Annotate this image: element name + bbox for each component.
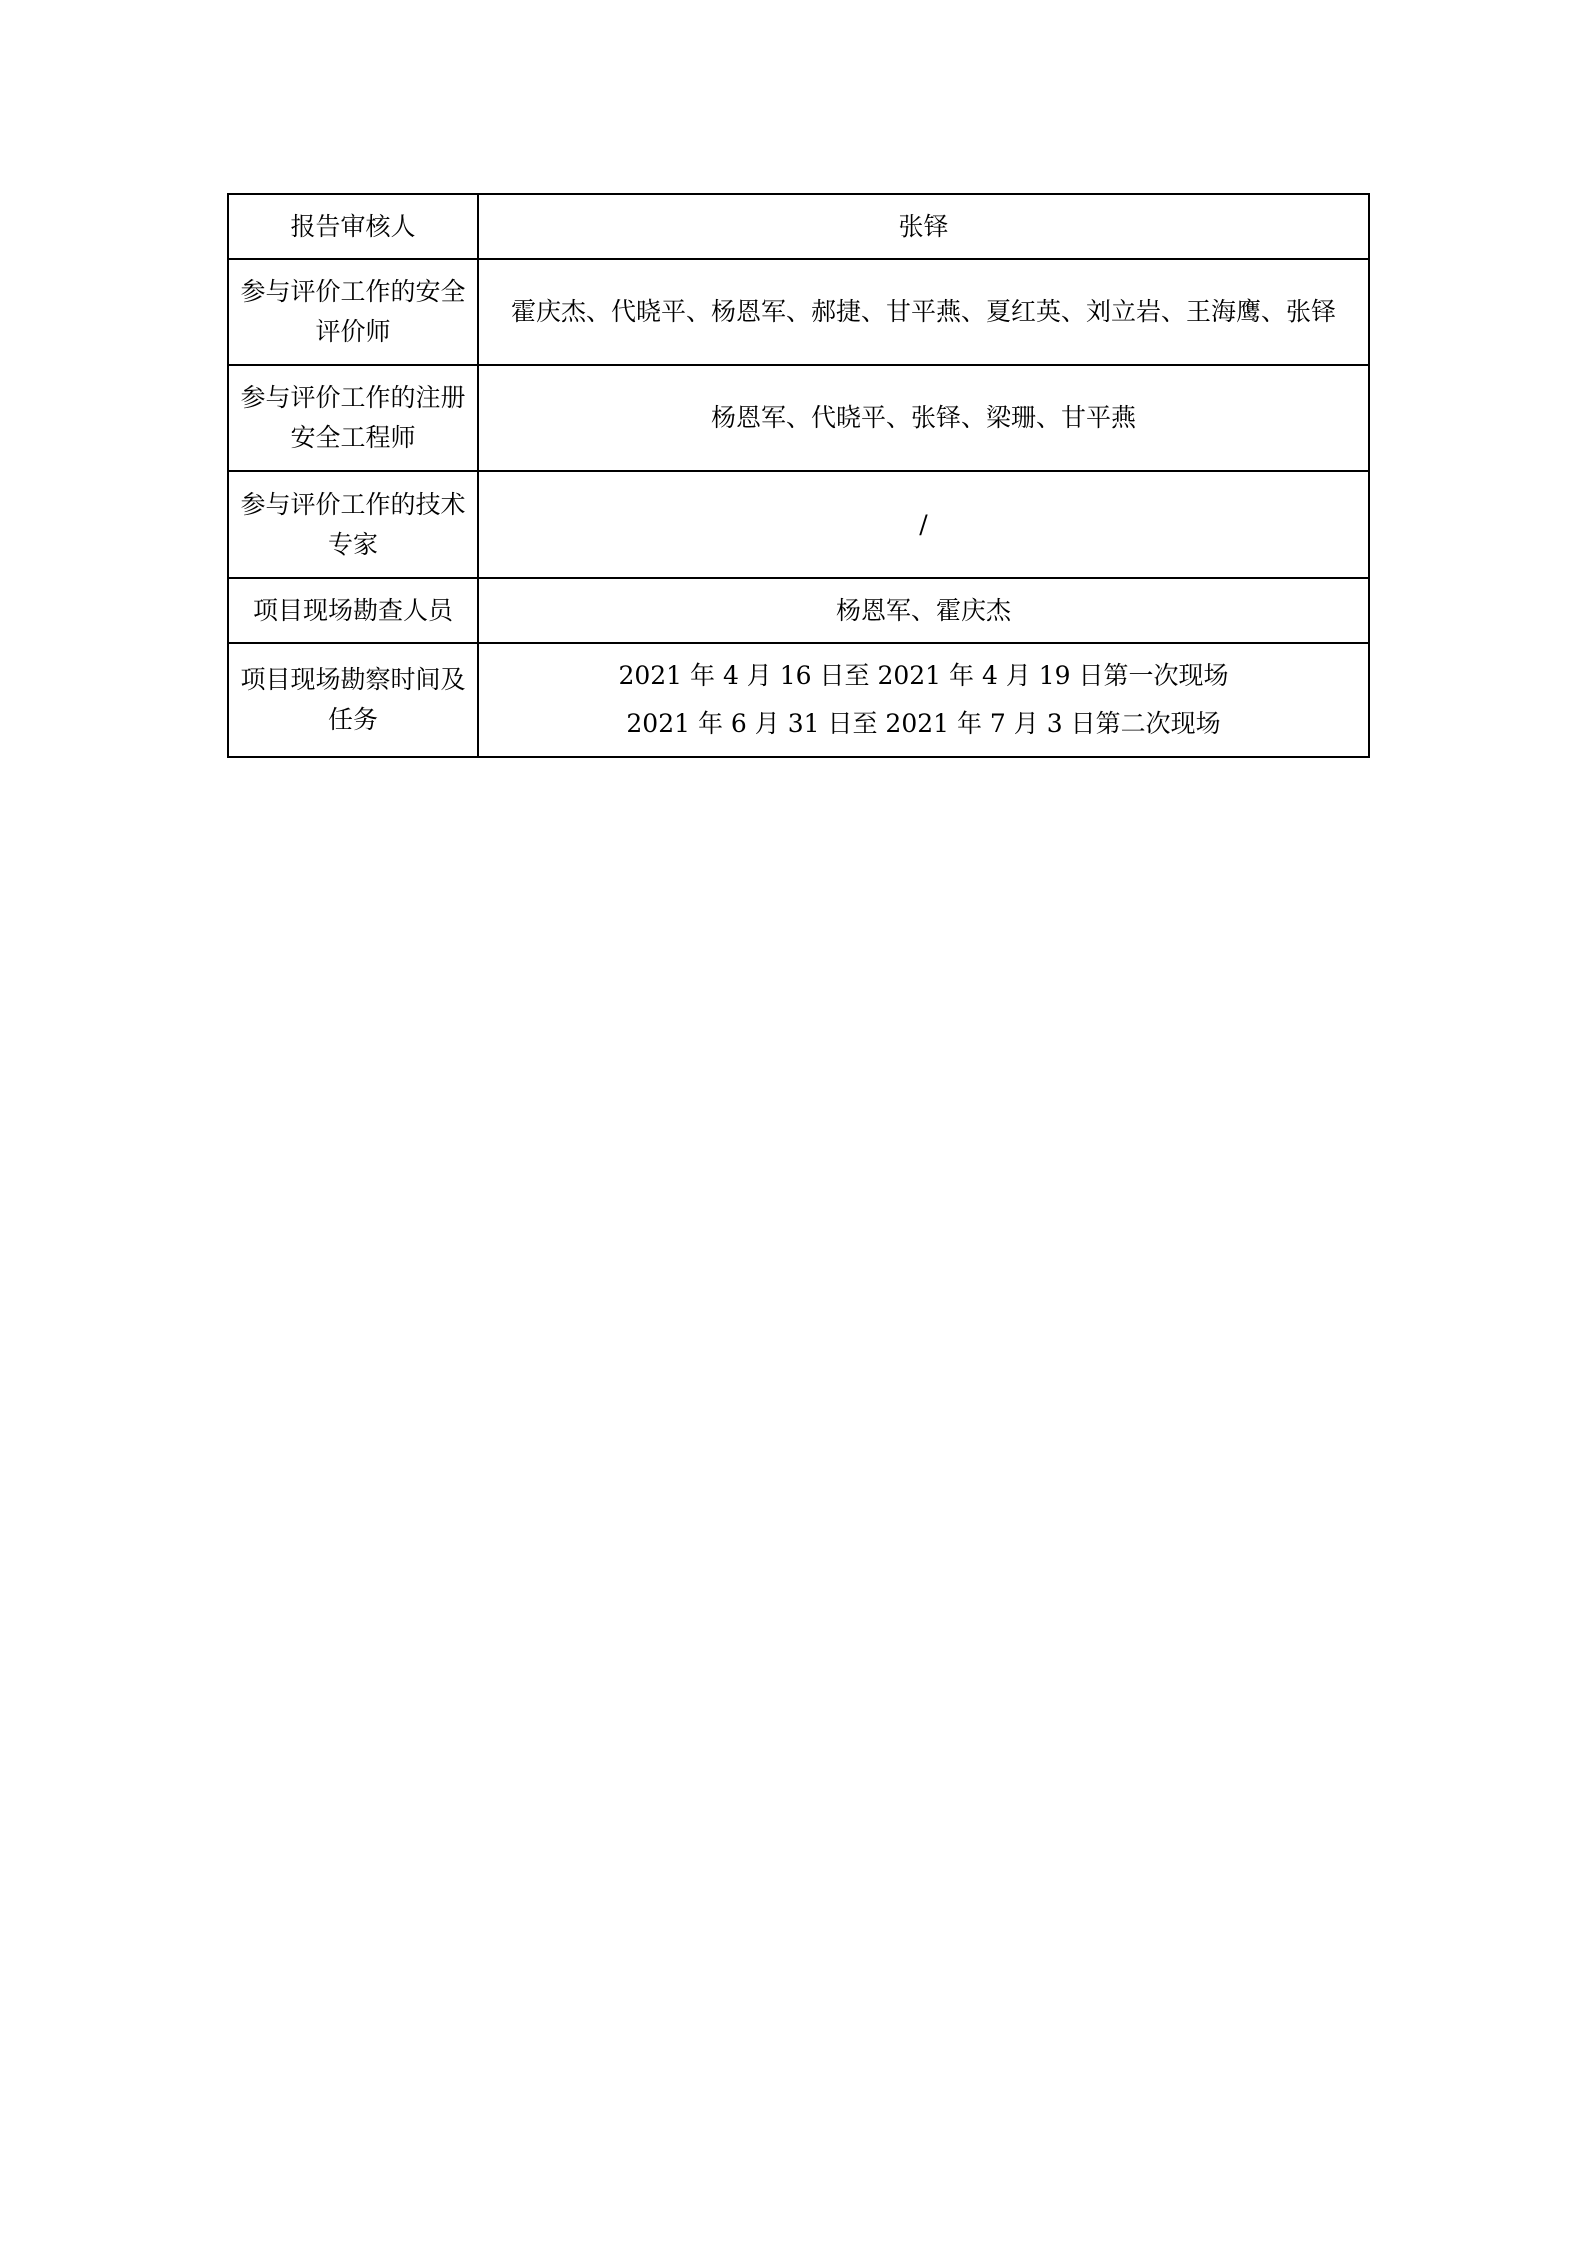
table-row-safety-evaluators — [228, 259, 1369, 365]
site-survey-first-visit: 2021 年 4 月 16 日至 2021 年 4 月 19 日第一次现场 — [618, 661, 1229, 690]
table-row-site-survey-staff — [228, 578, 1369, 643]
row-label-safety-engineers: 参与评价工作的注册安全工程师 — [228, 365, 478, 471]
personnel-info-table — [227, 193, 1370, 758]
table-row-reviewer — [228, 194, 1369, 259]
row-value-safety-engineers: 杨恩军、代晓平、张铎、梁珊、甘平燕 — [478, 365, 1369, 471]
site-survey-second-visit: 2021 年 6 月 31 日至 2021 年 7 月 3 日第二次现场 — [626, 709, 1221, 738]
table-row-technical-experts — [228, 471, 1369, 578]
table-row-safety-engineers — [228, 365, 1369, 471]
table-row-site-survey-schedule — [228, 643, 1369, 757]
row-label-reviewer: 报告审核人 — [228, 194, 478, 259]
row-label-site-survey-schedule: 项目现场勘察时间及任务 — [228, 643, 478, 757]
row-value-safety-evaluators: 霍庆杰、代晓平、杨恩军、郝捷、甘平燕、夏红英、刘立岩、王海鹰、张铎 — [478, 259, 1369, 365]
row-label-site-survey-staff: 项目现场勘查人员 — [228, 578, 478, 643]
row-value-technical-experts: / — [478, 471, 1369, 578]
row-value-site-survey-staff: 杨恩军、霍庆杰 — [478, 578, 1369, 643]
row-value-site-survey-schedule — [478, 643, 1369, 757]
row-label-safety-evaluators: 参与评价工作的安全评价师 — [228, 259, 478, 365]
row-value-reviewer: 张铎 — [478, 194, 1369, 259]
row-label-technical-experts: 参与评价工作的技术专家 — [228, 471, 478, 578]
